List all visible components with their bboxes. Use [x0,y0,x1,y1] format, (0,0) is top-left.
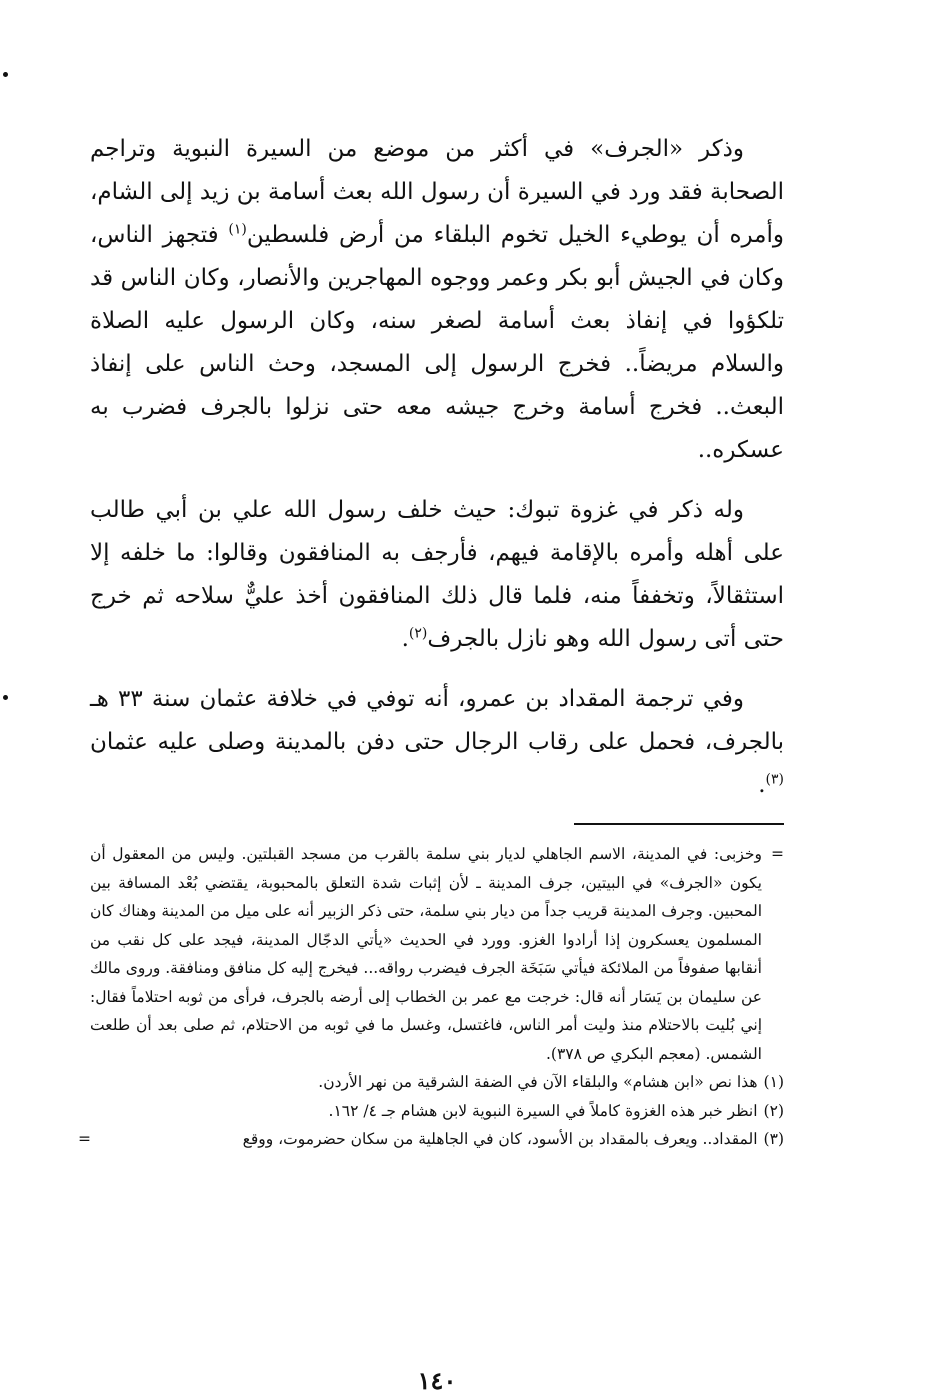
scan-speck [3,72,8,77]
footnote-item [78,1125,784,1154]
footnote-ref[interactable]: (١) [228,221,247,238]
paragraph [90,128,784,472]
footnote-item [90,1097,784,1126]
document-page [78,128,785,1395]
footnote-text: انظر خبر هذه الغزوة كاملاً في السيرة النبوية لابن هشام جـ ٤/ ١٦٢. [328,1101,758,1120]
footnote-text: هذا نص «ابن هشام» والبلقاء الآن في الضفة الشرقية من نهر الأردن. [318,1073,758,1091]
footnote-separator [574,823,784,825]
paragraph-text: وذكر «الجرف» في أكثر من موضع من السيرة النبوية وتراجم الصحابة فقد ورد في السيرة أن رسول الله بعث أسامة بن زيد إلى الشام، وأمره أن يوطيء الخيل تخوم البلقاء من أرض فلسطين [90,136,785,248]
paragraph-text: وله ذكر في غزوة تبوك: حيث خلف رسول الله علي بن أبي طالب على أهله وأمره بالإقامة فيهم، فأرجف به المنافقون وقالوا: ما خلفه إلا استثقالاً، وتخففاً منه، فلما قال ذلك المنافقون أخذ عليٌّ سلاحه ثم خرج حتى أتى رسول الله وهو نازل بالجرف [90,497,784,652]
continuation-mark: = [78,1130,91,1148]
paragraph [90,489,784,661]
continuation-mark: = [771,845,784,863]
footnote-continued [90,840,784,1068]
paragraph-text: فتجهز الناس، وكان في الجيش أبو بكر وعمر ووجوه المهاجرين والأنصار، وكان الناس قد تلكؤوا في إنفاذ بعث أسامة لصغر سنه، وكان الرسول عليه الصلاة والسلام مريضاً.. فخرج الرسول إلى المسجد، وحث الناس على إنفاذ البعث.. فخرج أسامة وخرج جيشه معه حتى نزلوا بالجرف فضرب به عسكره.. [90,222,784,463]
paragraph-text: . [401,626,409,652]
scan-speck [3,695,8,700]
footnote-number: (١) [763,1073,784,1091]
footnote-text: وخزبى: في المدينة، الاسم الجاهلي لديار بني سلمة بالقرب من مسجد القبلتين. وليس من المعقول أن يكون «الجرف» في البيتين، جرف المدينة ـ لأن إثبات شدة التعلق بالمحبوبة، يقتضي بُعْد المسافة بين المحبين. وجرف المدينة قريب جداً من ديار بني سلمة، حتى ذكر الزبير أنه على ميل من المدينة وهناك كان المسلمون يعسكرون إذا أرادوا الغزو. وورد في الحديث «يأتي الدجّال المدينة، فيجد على كل نقب من أنقابها صفوفاً من الملائكة فيأتي سَبَخَة الجرف فيضرب رواقه... فيخرج إليه كل منافق ومنافقة. وروى مالك عن سليمان بن يَسَار أنه قال: خرجت مع عمر بن الخطاب إلى أرضه بالجرف، فرأى من ثوبه احتلاماً فقال: إني بُليت بالاحتلام منذ وليت أمر الناس، فاغتسل، وغسل ما في ثوبه من الاحتلام، ثم صلى بعد أن طلعت الشمس. (معجم البكري ص ٣٧٨). [90,845,762,1063]
paragraph-text: وفي ترجمة المقداد بن عمرو، أنه توفي في خلافة عثمان سنة ٣٣ هـ بالجرف، فحمل على رقاب الرجال حتى دفن بالمدينة وصلى عليه عثمان [90,686,784,755]
main-text [90,128,784,807]
page-number: ١٤٠ [417,1366,457,1395]
footnotes [78,840,784,1154]
footnote-number: (٢) [763,1101,784,1120]
footnote-number: (٣) [763,1130,784,1148]
paragraph-text: . [758,772,766,798]
footnote-ref[interactable]: (٢) [408,625,428,642]
footnote-text: المقداد.. ويعرف بالمقداد بن الأسود، كان في الجاهلية من سكان حضرموت، ووقع [242,1130,758,1148]
footnote-item [90,1068,784,1097]
paragraph [90,678,784,807]
footnote-ref[interactable]: (٣) [765,771,784,788]
